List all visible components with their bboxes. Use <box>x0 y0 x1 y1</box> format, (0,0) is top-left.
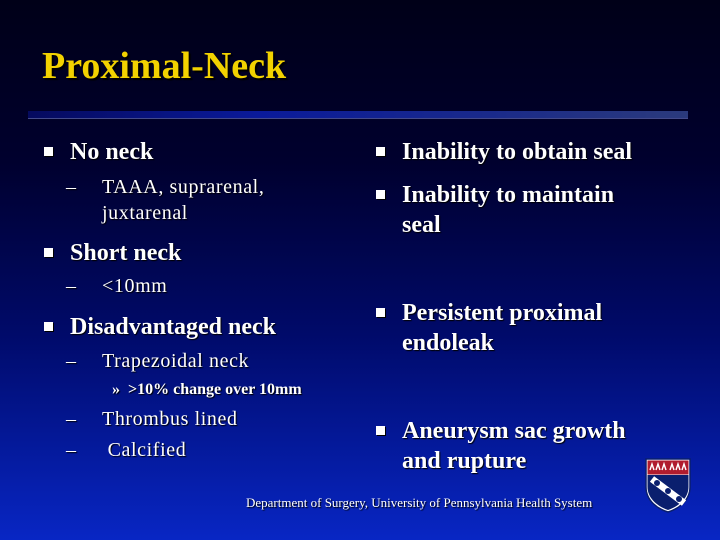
detail-text: >10% change over 10mm <box>128 381 302 398</box>
square-bullet-icon <box>376 147 385 156</box>
title-divider <box>28 111 688 118</box>
dash-bullet-icon: – <box>66 408 77 430</box>
bullet-text: Short neck <box>70 240 182 266</box>
bullet-text: No neck <box>70 139 154 165</box>
square-bullet-icon <box>376 426 385 435</box>
slide-title: Proximal-Neck <box>42 45 287 87</box>
sub-bullet-text: Trapezoidal neck <box>102 350 250 372</box>
university-shield-logo-icon <box>644 457 692 513</box>
dash-bullet-icon: – <box>66 350 77 372</box>
bullet-text-line1: Aneurysm sac growth <box>402 418 626 444</box>
bullet-text-line1: Inability to maintain <box>402 182 615 208</box>
dash-bullet-icon: – <box>66 275 77 297</box>
footer-department: Department of Surgery, University of Pennsylvania Health System <box>246 495 593 510</box>
bullet-text-line2: endoleak <box>402 330 495 356</box>
square-bullet-icon <box>44 147 53 156</box>
sub-bullet-text-line1: TAAA, suprarenal, <box>102 176 265 198</box>
sub-bullet-text: <10mm <box>102 275 168 297</box>
bullet-text-line1: Persistent proximal <box>402 300 603 326</box>
bullet-text: Inability to obtain seal <box>402 139 633 165</box>
bullet-text-line2: and rupture <box>402 448 527 474</box>
sub-bullet-text: Calcified <box>102 439 187 461</box>
bullet-text: Disadvantaged neck <box>70 314 277 340</box>
sub-bullet-text-line2: juxtarenal <box>102 202 188 224</box>
square-bullet-icon <box>376 308 385 317</box>
dash-bullet-icon: – <box>66 176 77 198</box>
arrow-bullet-icon: » <box>112 381 120 398</box>
square-bullet-icon <box>44 248 53 257</box>
square-bullet-icon <box>44 322 53 331</box>
dash-bullet-icon: – <box>66 439 77 461</box>
sub-bullet-text: Thrombus lined <box>102 408 238 430</box>
square-bullet-icon <box>376 190 385 199</box>
bullet-text-line2: seal <box>402 212 441 238</box>
